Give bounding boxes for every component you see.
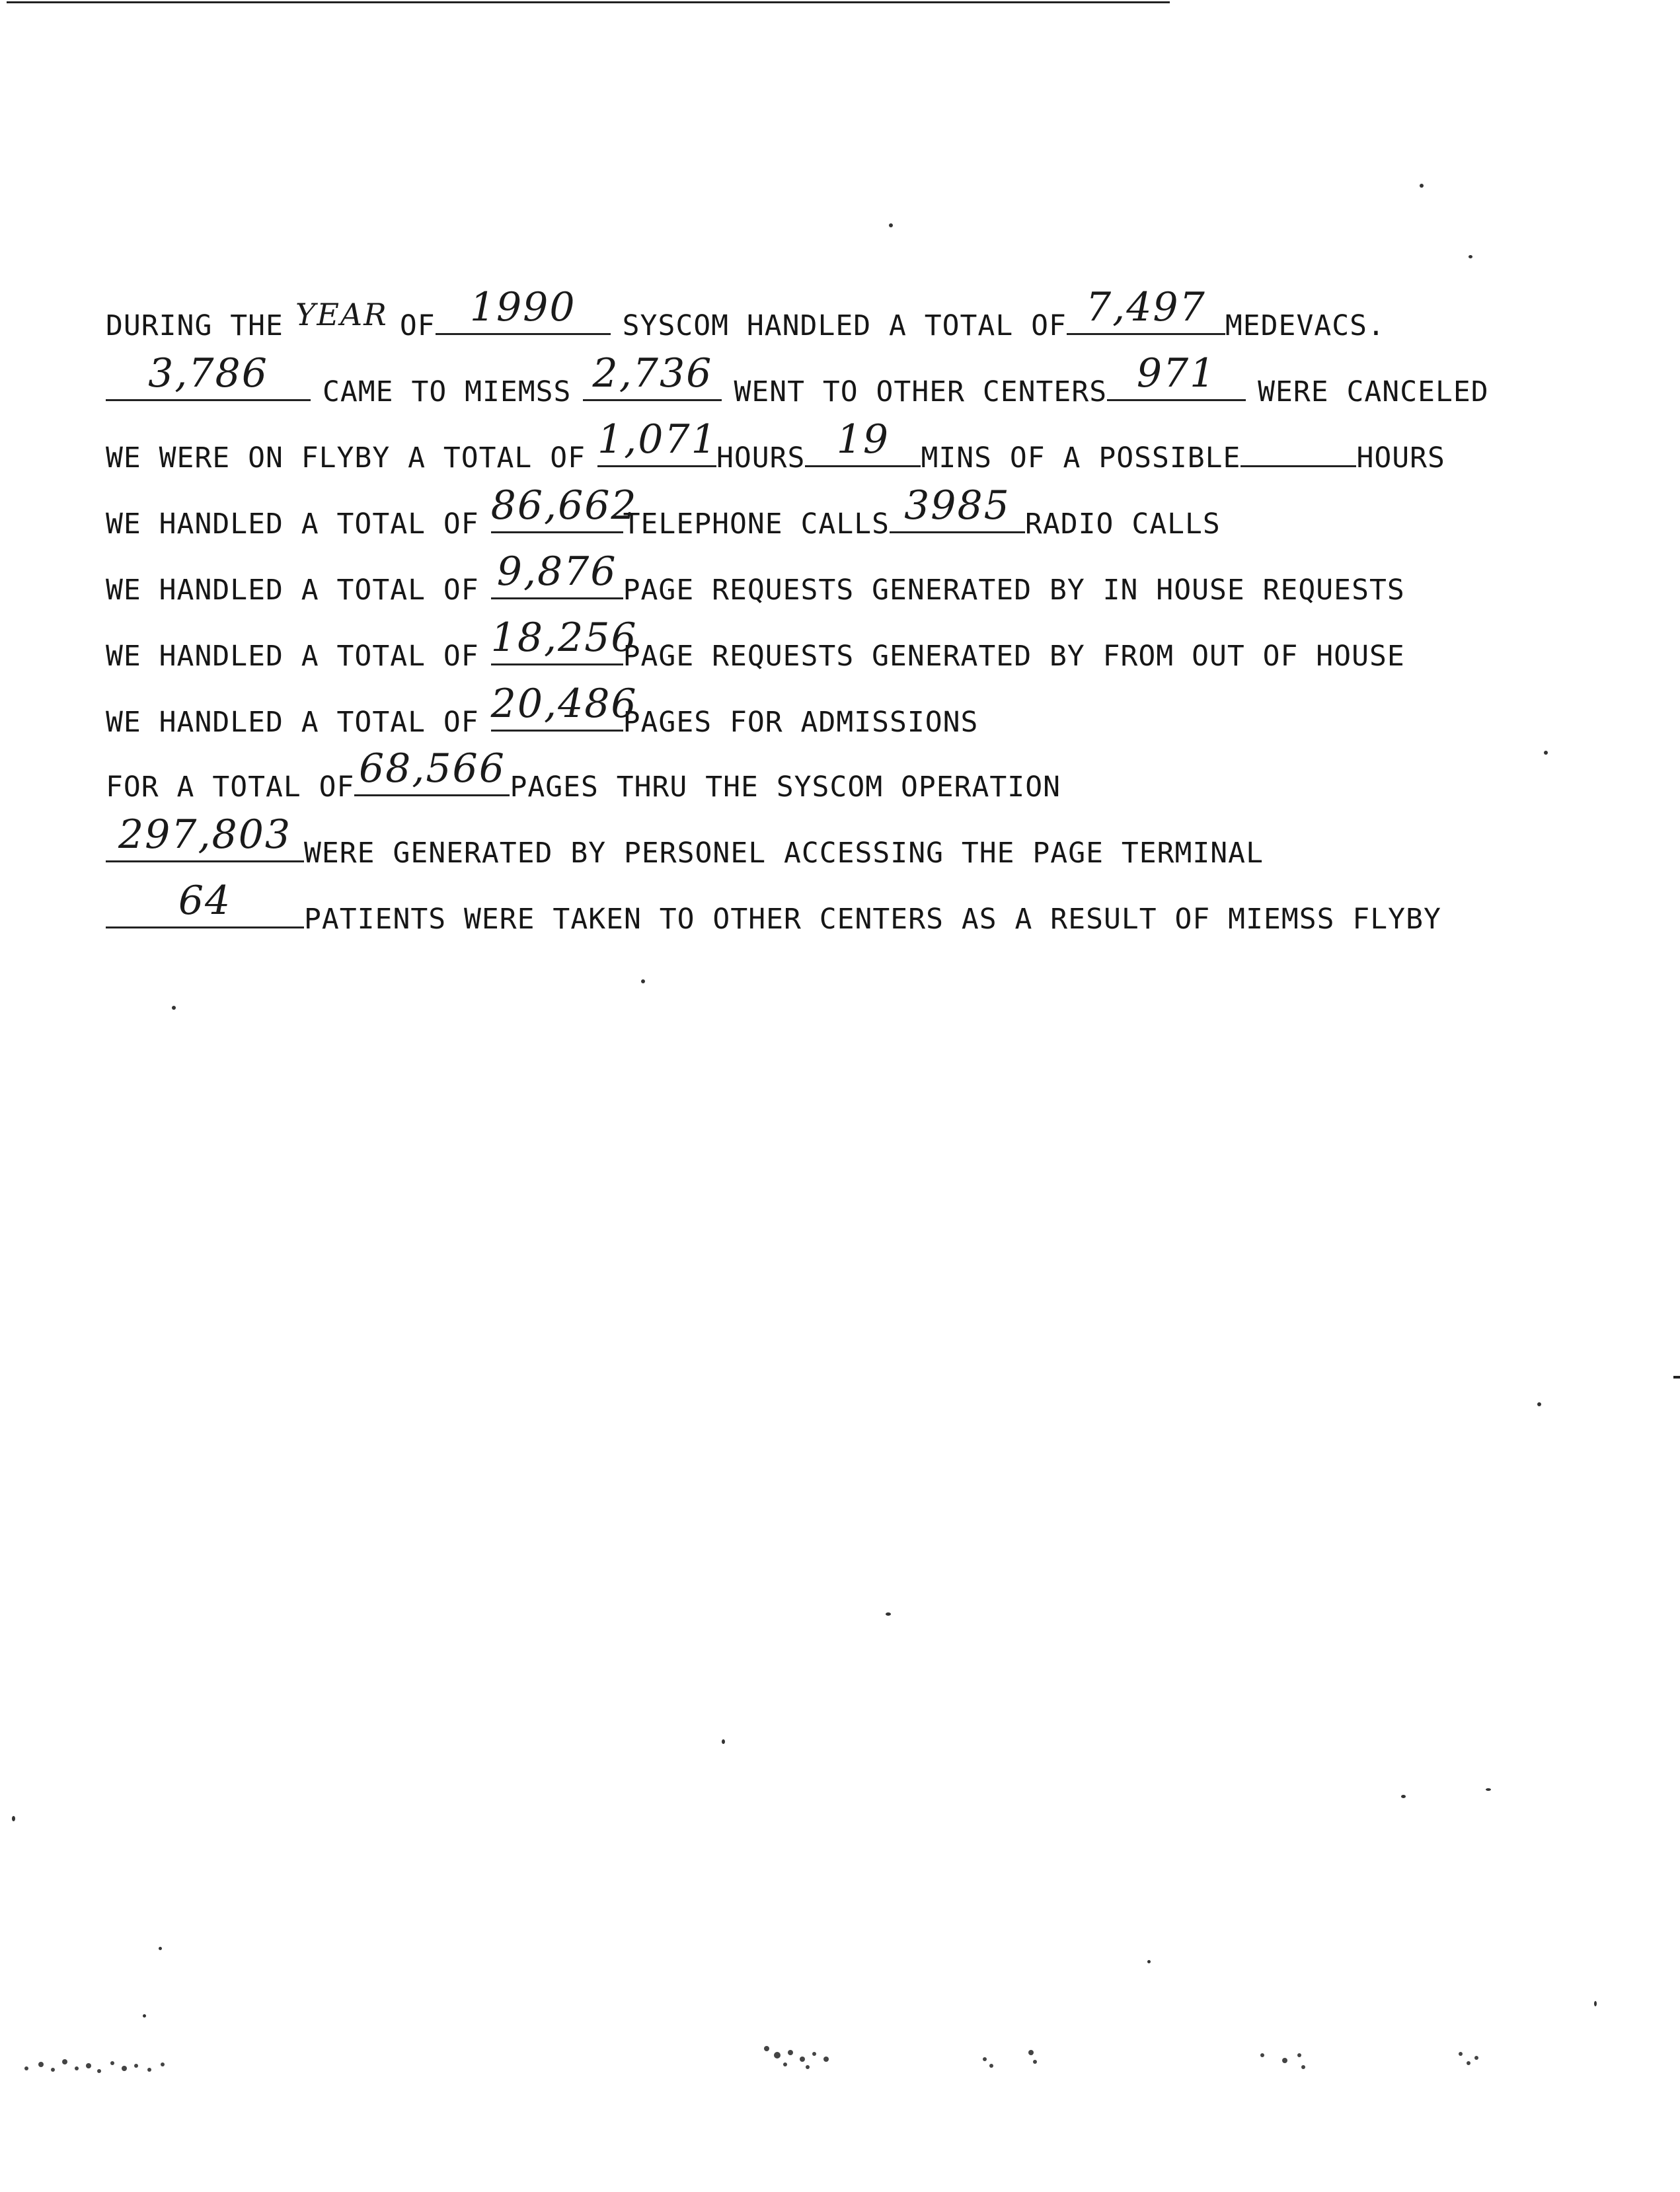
text: MEDEVACS. (1225, 309, 1385, 342)
scan-speck (886, 1612, 891, 1616)
text: FOR A TOTAL OF (106, 771, 355, 804)
scan-speck (1420, 184, 1424, 188)
field-inhouse-requests: 9,876 (491, 563, 623, 599)
text: WENT TO OTHER CENTERS (734, 375, 1108, 408)
line-admissions (106, 681, 979, 739)
line-out-of-house-requests (106, 615, 1405, 673)
field-possible-hours (1241, 431, 1356, 467)
scan-speck (1544, 751, 1548, 755)
text: PAGE REQUESTS GENERATED BY FROM OUT OF HOUSE (623, 640, 1405, 673)
field-flyby-mins: 19 (805, 431, 921, 467)
text: WE HANDLED A TOTAL OF (106, 574, 479, 607)
line-year-medevacs (106, 284, 1385, 342)
field-year-word: YEAR (295, 297, 388, 332)
text: RADIO CALLS (1024, 508, 1221, 541)
text: WE WERE ON FLYBY A TOTAL OF (106, 441, 586, 474)
field-flyby-hours: 1,071 (597, 431, 716, 467)
field-came-to-miemss: 3,786 (106, 365, 311, 401)
scan-edge-mark (1673, 1376, 1680, 1379)
scan-speck (172, 1006, 176, 1010)
scan-speck (1401, 1795, 1406, 1798)
scan-speck (12, 1816, 15, 1821)
scan-speck (641, 979, 645, 983)
text: WE HANDLED A TOTAL OF (106, 706, 479, 739)
text: PAGES THRU THE SYSCOM OPERATION (510, 771, 1061, 804)
scan-speck (722, 1739, 725, 1744)
field-telephone-calls: 86,662 (491, 497, 623, 533)
field-out-of-house-requests: 18,256 (491, 629, 623, 665)
scan-speck (143, 2014, 146, 2018)
text: PAGE REQUESTS GENERATED BY IN HOUSE REQUESTS (623, 574, 1405, 607)
scan-speck (1147, 1960, 1151, 1963)
line-total-pages (106, 745, 1061, 804)
field-generated-by-personnel: 297,803 (106, 826, 304, 862)
field-total-pages: 68,566 (354, 760, 510, 796)
text: HOURS (1356, 441, 1445, 474)
field-medevacs: 7,497 (1067, 299, 1225, 335)
field-canceled: 971 (1107, 365, 1246, 401)
field-radio-calls: 3985 (890, 497, 1025, 533)
text: WERE CANCELED (1258, 375, 1489, 408)
line-telephone-radio (106, 482, 1221, 541)
top-border-line (7, 1, 1170, 3)
line-page-terminal (106, 812, 1264, 870)
line-flyby-hours (106, 416, 1445, 474)
line-came-to-miemss (106, 350, 1489, 408)
text: MINS OF A POSSIBLE (921, 441, 1241, 474)
text: HOURS (716, 441, 806, 474)
scan-speck (1486, 1788, 1491, 1791)
text: PATIENTS WERE TAKEN TO OTHER CENTERS AS A RESULT OF MIEMSS FLYBY (304, 903, 1441, 936)
field-year: 1990 (436, 299, 611, 335)
text: SYSCOM HANDLED A TOTAL OF (622, 309, 1067, 342)
text: CAME TO MIEMSS (323, 375, 572, 408)
scan-speck (159, 1947, 162, 1950)
field-admissions: 20,486 (491, 695, 623, 732)
text: DURING THE (106, 309, 284, 342)
text: TELEPHONE CALLS (623, 508, 890, 541)
line-inhouse-requests (106, 548, 1405, 607)
text: OF (399, 309, 436, 342)
text: WE HANDLED A TOTAL OF (106, 508, 479, 541)
text: WE HANDLED A TOTAL OF (106, 640, 479, 673)
text: PAGES FOR ADMISSIONS (623, 706, 979, 739)
field-other-centers: 2,736 (583, 365, 722, 401)
scan-speck (1594, 2001, 1597, 2006)
scan-speck (1537, 1402, 1541, 1406)
scan-speck (889, 223, 893, 227)
line-patients-flyby (106, 878, 1441, 936)
scan-speck (1469, 255, 1472, 258)
scan-noise-bottom (0, 2035, 1680, 2115)
field-patients: 64 (106, 892, 304, 928)
text: WERE GENERATED BY PERSONEL ACCESSING THE PAGE TERMINAL (304, 837, 1264, 870)
